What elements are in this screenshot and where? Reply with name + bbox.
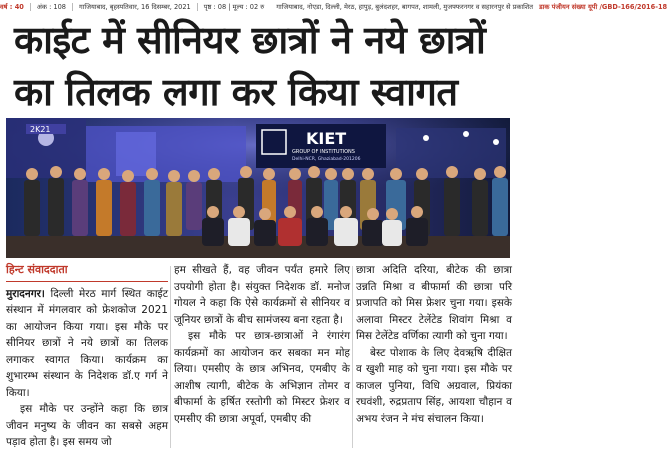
paragraph-text: दिल्ली मेरठ मार्ग स्थित काईट संस्थान में मंगलवार को फ्रेशकोज 2021 का आयोजन किया गया। इस मौके पर सीनियर छात्रों ने नये छात्रों का तिलक लगाकर स्वागत किया। कार्यक्रम का शुभारम्भ संस्थान के निदेशक डॉ.ए गर्ग ने किया। <box>6 287 168 399</box>
masthead-registration: डाक पंजीयन संख्या यूपी /GBD-166/2016-18 <box>539 3 667 11</box>
crowd-front-row <box>202 206 428 246</box>
masthead-divider <box>72 3 73 11</box>
column-divider <box>352 266 353 448</box>
kiet-logo-subtitle: GROUP OF INSTITUTIONS <box>292 149 355 155</box>
dateline: मुरादनगर। <box>6 287 45 300</box>
kiet-logo-text: KIET <box>306 129 347 148</box>
event-photo <box>6 118 510 258</box>
masthead <box>0 0 667 14</box>
masthead-divider <box>30 3 31 11</box>
paragraph: हम सीखते हैं, वह जीवन पर्यंत हमारे लिए उपयोगी होता है। संयुक्त निदेशक डॉ. मनोज गोयल ने कहा कि ऐसे कार्यक्रमों से सीनियर व जूनियर छात्रों के बीच सामंजस्य बना रहता है। <box>174 264 350 326</box>
byline: हिन्ट संवाददाता <box>6 262 168 282</box>
event-photo-illustration <box>6 118 510 258</box>
banner-text: 2K21 <box>30 125 51 134</box>
masthead-edition: गाजियाबाद, बृहस्पतिवार, 16 दिसम्बर, 2021 <box>79 3 191 11</box>
paragraph-text: इस मौके पर उन्होंने कहा कि छात्र जीवन मनुष्य के जीवन का सबसे अहम पड़ाव होता है। इस समय जो <box>6 403 168 448</box>
masthead-divider <box>197 3 198 11</box>
masthead-number: अंक : 108 <box>36 3 66 11</box>
paragraph: छात्रा अदिति दरिया, बीटेक की छात्रा उन्नति मिश्रा व बीफार्मा की छात्रा परि प्रजापति को मिस फ्रेशर चुना गया। इसके अलावा मिस्टर टेलेंटेड शिवांग मिश्रा व मिस टेलेंटेड वर्णिका त्यागी को चुना गया। <box>356 264 512 342</box>
masthead-price: पृष्ठ : 08 | मूल्य : 02 रु <box>203 3 265 11</box>
paragraph <box>6 286 168 402</box>
article-column-3 <box>356 262 512 427</box>
column-divider <box>170 266 171 448</box>
paragraph <box>6 401 168 451</box>
paragraph: इस मौके पर छात्र-छात्राओं ने रंगारंग कार्यक्रमों का आयोजन कर सबका मन मोह लिया। एमसीए के छात्र अभिनव, एमबीए के आशीष त्यागी, बीटेक के अभिज्ञान तोमर व बीफार्मा के हर्षित रस्तोगी को मिस्टर फ्रेशर व एमसीए की छात्रा अपूर्वा, एमबीए की <box>174 330 350 425</box>
article-column-2 <box>174 262 350 427</box>
masthead-issue: वर्ष : 40 <box>0 3 24 11</box>
headline-line-2: का तिलक लगा कर किया स्वागत <box>14 70 458 114</box>
paragraph: बेस्ट पोशाक के लिए देवऋषि दीक्षित व खुशी माह को चुना गया। इस मौके पर काजल पुनिया, विधि अग्रवाल, प्रियंका रघवंशी, रुद्रप्रताप सिंह, आयशा चौहान व अभय रंजन ने मंच संचालन किया। <box>356 346 512 425</box>
kiet-logo-address: Delhi-NCR, Ghaziabad-201206 <box>292 157 361 162</box>
article-column-1 <box>6 262 168 451</box>
headline-line-1: काईट में सीनियर छात्रों ने नये छात्रों <box>14 18 486 62</box>
masthead-cities: गाजियाबाद, नोएडा, दिल्ली, मेरठ, हापुड़, बुलंदशहर, बागपत, शामली, मुजफ्फरनगर व सहारनपुर से प्रकाशित <box>276 3 534 11</box>
article-body <box>0 262 516 450</box>
